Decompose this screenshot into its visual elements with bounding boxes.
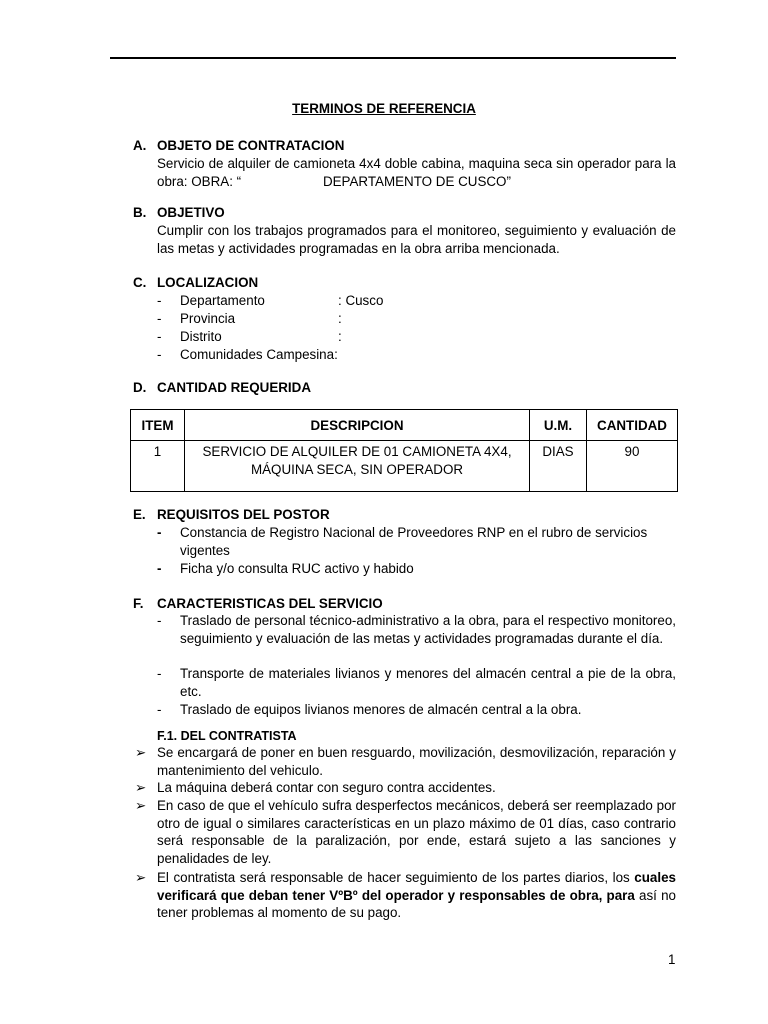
section-a-title: OBJETO DE CONTRATACION bbox=[157, 138, 345, 153]
section-f-title: CARACTERISTICAS DEL SERVICIO bbox=[157, 596, 383, 611]
top-rule bbox=[110, 57, 676, 59]
section-b-letter: B. bbox=[133, 205, 147, 220]
list-item-text: En caso de que el vehículo sufra desperfectos mecánicos, deberá ser reemplazado por otro de igual o similares características en un plazo máximo de 01 días, caso contrario será responsable de la paralización, por ende, estará sujeto a las sanciones y penalidades de ley. bbox=[157, 798, 676, 866]
location-label: Provincia bbox=[180, 311, 236, 326]
list-item bbox=[135, 869, 676, 922]
list-item bbox=[135, 797, 676, 867]
arrow-bullet-icon: ➢ bbox=[135, 745, 147, 760]
list-item-bold-text: cuales verificará que deban tener VºBº del operador y responsables de obra, para bbox=[157, 870, 676, 903]
section-c-letter: C. bbox=[133, 275, 147, 290]
list-item-text-part: El contratista será responsable de hacer seguimiento de los partes diarios, los bbox=[157, 870, 635, 885]
list-item bbox=[157, 524, 676, 559]
list-item bbox=[135, 744, 676, 779]
bullet-dash: - bbox=[157, 666, 162, 681]
arrow-bullet-icon: ➢ bbox=[135, 870, 147, 885]
section-b-text: Cumplir con los trabajos programados para el monitoreo, seguimiento y evaluación de las metas y actividades programadas en la obra arriba mencionada. bbox=[157, 223, 676, 256]
location-value: : bbox=[338, 329, 342, 344]
cell-item: 1 bbox=[131, 441, 185, 492]
page-number: 1 bbox=[668, 952, 676, 967]
bullet-dash: - bbox=[157, 702, 162, 717]
list-item bbox=[157, 560, 676, 578]
list-item-text: Ficha y/o consulta RUC activo y habido bbox=[180, 561, 414, 576]
section-e-heading bbox=[133, 507, 330, 522]
section-c-heading bbox=[133, 275, 258, 290]
list-item bbox=[135, 779, 676, 797]
column-header-item: ITEM bbox=[131, 410, 185, 441]
cell-descripcion: SERVICIO DE ALQUILER DE 01 CAMIONETA 4X4, MÁQUINA SECA, SIN OPERADOR bbox=[185, 441, 530, 492]
location-label: Comunidades Campesina: bbox=[180, 347, 338, 362]
location-label: Distrito bbox=[180, 329, 222, 344]
dash: - bbox=[157, 329, 162, 344]
list-item bbox=[157, 612, 676, 647]
section-b-title: OBJETIVO bbox=[157, 205, 225, 220]
section-e-letter: E. bbox=[133, 507, 146, 522]
location-value: : bbox=[338, 311, 342, 326]
arrow-bullet-icon: ➢ bbox=[135, 798, 147, 813]
column-header-cantidad: CANTIDAD bbox=[587, 410, 678, 441]
list-item bbox=[157, 665, 676, 700]
section-a-text: Servicio de alquiler de camioneta 4x4 doble cabina, maquina seca sin operador para la obra: OBRA: “ DEPARTAMENTO DE CUSCO” bbox=[157, 156, 680, 189]
section-a-heading bbox=[133, 138, 344, 153]
document-title: TERMINOS DE REFERENCIA bbox=[292, 101, 476, 116]
list-item-text: La máquina deberá contar con seguro contra accidentes. bbox=[157, 780, 496, 795]
cell-um: DIAS bbox=[530, 441, 587, 492]
section-b-heading bbox=[133, 205, 225, 220]
table-row bbox=[131, 441, 678, 492]
list-item-text bbox=[157, 869, 676, 922]
location-label: Departamento bbox=[180, 293, 265, 308]
subsection-heading: F.1. DEL CONTRATISTA bbox=[157, 729, 297, 743]
section-e-title: REQUISITOS DEL POSTOR bbox=[157, 507, 330, 522]
bullet-dash: - bbox=[157, 561, 162, 576]
dash: - bbox=[157, 293, 162, 308]
section-f-heading bbox=[133, 596, 383, 611]
bullet-dash: - bbox=[157, 525, 162, 540]
list-item-text-part: así no tener problemas al momento de su pago. bbox=[157, 887, 676, 920]
location-value: : Cusco bbox=[338, 293, 384, 308]
table-header-row bbox=[131, 410, 678, 441]
section-d-letter: D. bbox=[133, 380, 147, 395]
section-d-title: CANTIDAD REQUERIDA bbox=[157, 380, 311, 395]
list-item-text: Se encargará de poner en buen resguardo, movilización, desmovilización, reparación y mantenimiento del vehiculo. bbox=[157, 745, 676, 778]
column-header-descripcion: DESCRIPCION bbox=[185, 410, 530, 441]
list-item-text: Traslado de personal técnico-administrativo a la obra, para el respectivo monitoreo, seguimiento y evaluación de las metas y actividades programadas durante el día. bbox=[180, 613, 676, 646]
arrow-bullet-icon: ➢ bbox=[135, 780, 147, 795]
list-item-text: Transporte de materiales livianos y menores del almacén central a pie de la obra, etc. bbox=[180, 666, 676, 699]
bullet-dash: - bbox=[157, 613, 162, 628]
list-item bbox=[157, 701, 676, 719]
list-item-text: Constancia de Registro Nacional de Proveedores RNP en el rubro de servicios vigentes bbox=[180, 525, 648, 558]
section-a-letter: A. bbox=[133, 138, 147, 153]
section-c-title: LOCALIZACION bbox=[157, 275, 259, 290]
column-header-um: U.M. bbox=[530, 410, 587, 441]
section-f-letter: F. bbox=[133, 596, 144, 611]
dash: - bbox=[157, 347, 162, 362]
dash: - bbox=[157, 311, 162, 326]
list-item-text: Traslado de equipos livianos menores de almacén central a la obra. bbox=[180, 702, 582, 717]
section-d-heading bbox=[133, 380, 311, 395]
cell-cantidad: 90 bbox=[587, 441, 678, 492]
quantity-table bbox=[130, 409, 678, 492]
